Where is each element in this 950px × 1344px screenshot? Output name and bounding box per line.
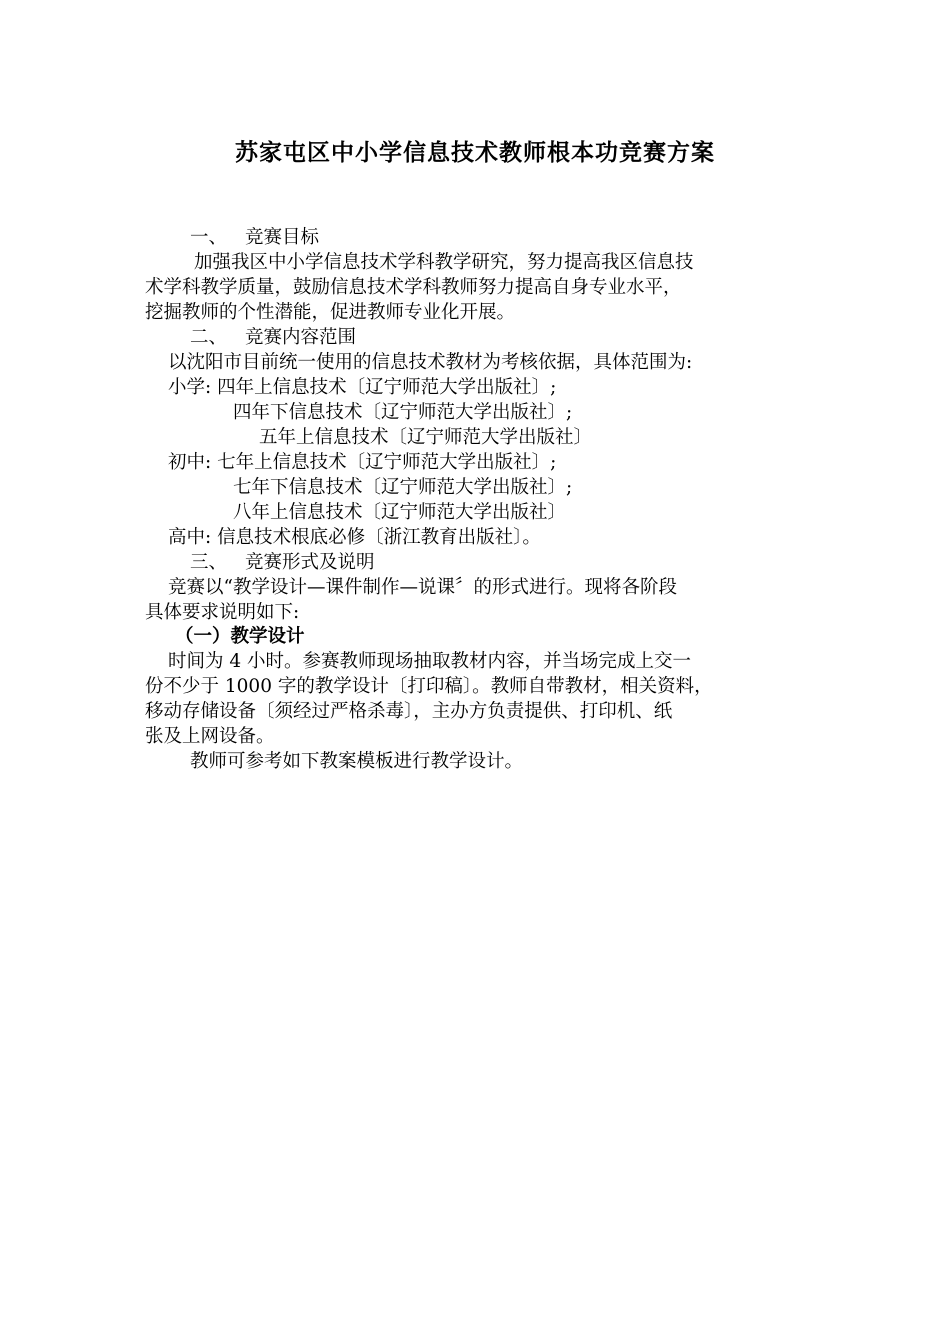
section-3-line-2: 具体要求说明如下:	[145, 602, 300, 623]
section-2-line-6: 七年下信息技术〔辽宁师范大学出版社〕;	[233, 477, 573, 498]
section-2-line-1: 以沈阳市目前统一使用的信息技术教材为考核依据，具体范围为:	[168, 352, 693, 373]
section-2-line-2: 小学: 四年上信息技术〔辽宁师范大学出版社〕;	[168, 377, 557, 398]
section-1-number: 一、	[190, 227, 228, 248]
section-2-line-7: 八年上信息技术〔辽宁师范大学出版社〕	[233, 502, 567, 523]
section-3-title: 竞赛形式及说明	[245, 552, 375, 573]
subsection-line-1: 时间为 4 小时。参赛教师现场抽取教材内容，并当场完成上交一	[168, 651, 692, 672]
subsection-line-3: 移动存储设备〔须经过严格杀毒〕，主办方负责提供、打印机、纸	[145, 701, 673, 722]
section-2-line-8: 高中: 信息技术根底必修〔浙江教育出版社〕。	[168, 527, 541, 548]
section-1-line-2: 术学科教学质量，鼓励信息技术学科教师努力提高自身专业水平，	[145, 277, 682, 298]
section-1-line-3: 挖掘教师的个性潜能，促进教师专业化开展。	[145, 302, 516, 323]
subsection-heading: （一）教学设计	[175, 626, 305, 647]
section-2-line-3: 四年下信息技术〔辽宁师范大学出版社〕;	[233, 402, 573, 423]
section-3-number: 三、	[190, 552, 228, 573]
section-3-line-1: 竞赛以“教学设计—课件制作—说课〞的形式进行。现将各阶段	[168, 577, 677, 598]
document-title: 苏家屯区中小学信息技术教师根本功竞赛方案	[235, 140, 715, 166]
section-2-line-5: 初中: 七年上信息技术〔辽宁师范大学出版社〕;	[168, 452, 557, 473]
section-2-number: 二、	[190, 327, 228, 348]
section-2-line-4: 五年上信息技术〔辽宁师范大学出版社〕	[259, 427, 593, 448]
subsection-line-2: 份不少于 1000 字的教学设计〔打印稿〕。教师自带教材，相关资料，	[145, 676, 713, 697]
section-2-title: 竞赛内容范围	[245, 327, 357, 348]
section-2-heading	[190, 326, 356, 350]
subsection-line-4: 张及上网设备。	[145, 726, 275, 747]
section-3-heading	[190, 551, 375, 575]
section-1-title: 竞赛目标	[245, 227, 320, 248]
section-1-line-1: 加强我区中小学信息技术学科教学研究，努力提高我区信息技	[194, 252, 694, 273]
subsection-line-5: 教师可参考如下教案模板进行教学设计。	[190, 751, 524, 772]
section-1-heading	[190, 226, 319, 250]
